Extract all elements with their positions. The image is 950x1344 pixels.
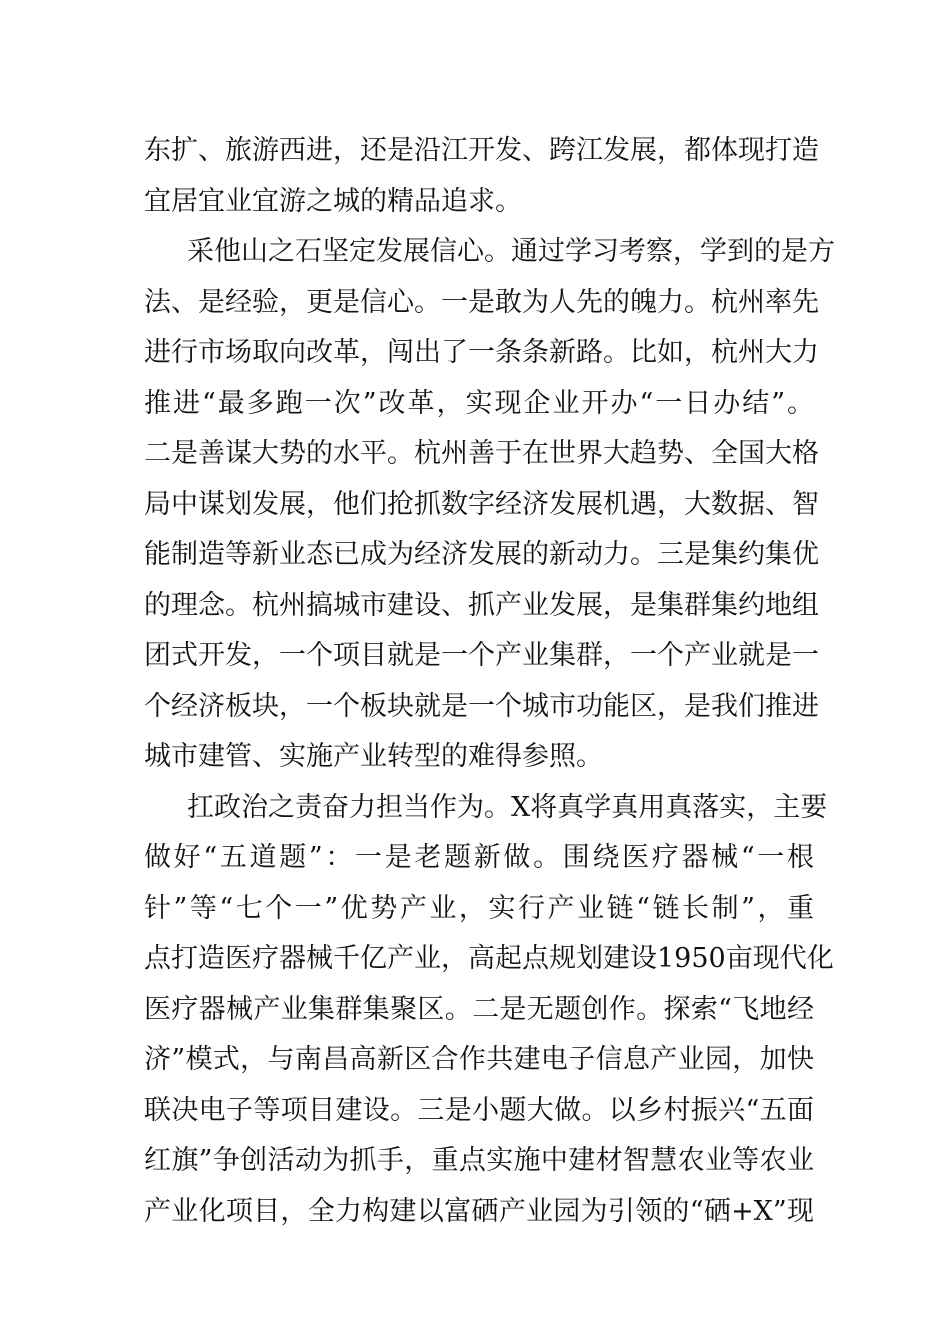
text-line: 局中谋划发展，他们抢抓数字经济发展机遇，大数据、智 <box>144 488 819 520</box>
text-line: 采他山之石坚定发展信心。通过学习考察，学到的是方 <box>187 236 835 267</box>
text-line: 城市建管、实施产业转型的难得参照。 <box>144 741 603 772</box>
text-line: 个经济板块，一个板块就是一个城市功能区，是我们推进 <box>144 690 819 722</box>
text-line: 推进“最多跑一次”改革，实现企业开办“一日办结”。 <box>144 387 814 419</box>
text-line: 宜居宜业宜游之城的精品追求。 <box>144 185 522 217</box>
text-line: 团式开发，一个项目就是一个产业集群，一个产业就是一 <box>144 640 819 671</box>
paragraph-2 <box>144 227 835 783</box>
body-text <box>144 126 835 1237</box>
text-line: 做好“五道题”：一是老题新做。围绕医疗器械“一根 <box>144 842 814 873</box>
text-line: 能制造等新业态已成为经济发展的新动力。三是集约集优 <box>144 539 819 570</box>
paragraph-1 <box>144 126 819 227</box>
text-line: 联决电子等项目建设。三是小题大做。以乡村振兴“五面 <box>144 1094 814 1126</box>
text-line: 产业化项目，全力构建以富硒产业园为引领的“硒+X”现 <box>144 1195 814 1227</box>
text-line: 东扩、旅游西进，还是沿江开发、跨江发展，都体现打造 <box>144 135 819 166</box>
text-line: 的理念。杭州搞城市建设、抓产业发展，是集群集约地组 <box>144 589 819 621</box>
text-line: 二是善谋大势的水平。杭州善于在世界大趋势、全国大格 <box>144 438 819 469</box>
paragraph-3 <box>144 783 834 1238</box>
text-line: 针”等“七个一”优势产业，实行产业链“链长制”，重 <box>144 892 814 924</box>
text-line: 进行市场取向改革，闯出了一条条新路。比如，杭州大力 <box>144 337 819 368</box>
text-line: 红旗”争创活动为抓手，重点实施中建材智慧农业等农业 <box>144 1145 814 1176</box>
text-line: 法、是经验，更是信心。一是敢为人先的魄力。杭州率先 <box>144 286 819 318</box>
text-line: 扛政治之责奋力担当作为。X将真学真用真落实，主要 <box>187 791 828 823</box>
text-line: 点打造医疗器械千亿产业，高起点规划建设1950亩现代化 <box>144 943 834 974</box>
text-line: 济”模式，与南昌高新区合作共建电子信息产业园，加快 <box>144 1044 814 1075</box>
text-line: 医疗器械产业集群集聚区。二是无题创作。探索“飞地经 <box>144 993 814 1025</box>
